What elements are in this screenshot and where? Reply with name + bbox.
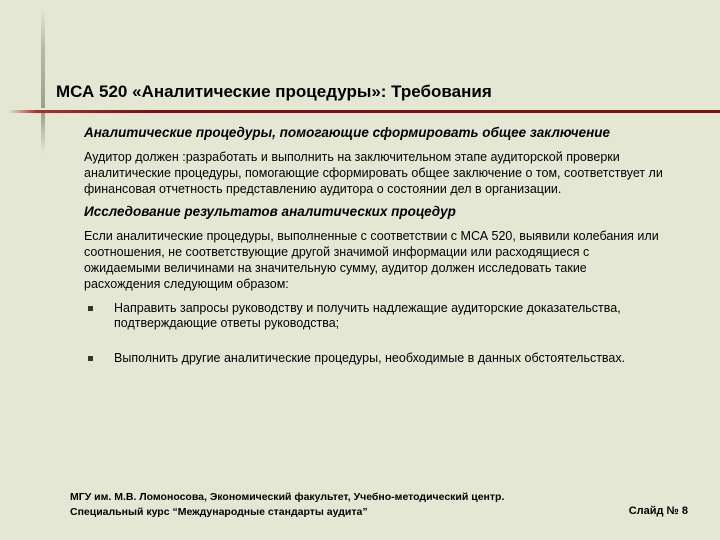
- decorative-vertical-line: [41, 8, 45, 108]
- footer-source: МГУ им. М.В. Ломоносова, Экономический факультет, Учебно-методический центр. Специальный курс “Международные стандарты аудита”: [70, 491, 505, 518]
- bullet-text: Направить запросы руководству и получить надлежащие аудиторские доказательства, подтверждающие ответы руководства;: [114, 300, 621, 331]
- list-item: [84, 351, 664, 367]
- slide-number: Слайд № 8: [628, 505, 688, 517]
- square-bullet-icon: [88, 306, 93, 311]
- section2-heading: Исследование результатов аналитических процедур: [84, 204, 456, 220]
- list-item: [84, 301, 664, 333]
- title-underline: [8, 110, 720, 113]
- section1-heading: Аналитические процедуры, помогающие сформировать общее заключение: [84, 125, 610, 140]
- decorative-vertical-line-lower: [41, 113, 45, 153]
- section2-text: Если аналитические процедуры, выполненные с соответствии с МСА 520, выявили колебания или соотношения, не соответствующие другой значимой информации или расходящиеся с ожидаемыми величинами на значительную сумму, аудитор должен исследовать такие расхождения следующим образом:: [84, 229, 659, 291]
- slide-title: МСА 520 «Аналитические процедуры»: Требования: [56, 82, 492, 101]
- slide-content: [84, 124, 664, 386]
- bullet-list: [84, 301, 664, 367]
- section1-text: Аудитор должен :разработать и выполнить на заключительном этапе аудиторской проверки аналитические процедуры, помогающие сформировать общее заключение о том, соответствует ли финансовая отчетность представлению аудитора о состоянии дел в организации.: [84, 150, 663, 196]
- bullet-text: Выполнить другие аналитические процедуры, необходимые в данных обстоятельствах.: [114, 351, 626, 366]
- square-bullet-icon: [88, 356, 93, 361]
